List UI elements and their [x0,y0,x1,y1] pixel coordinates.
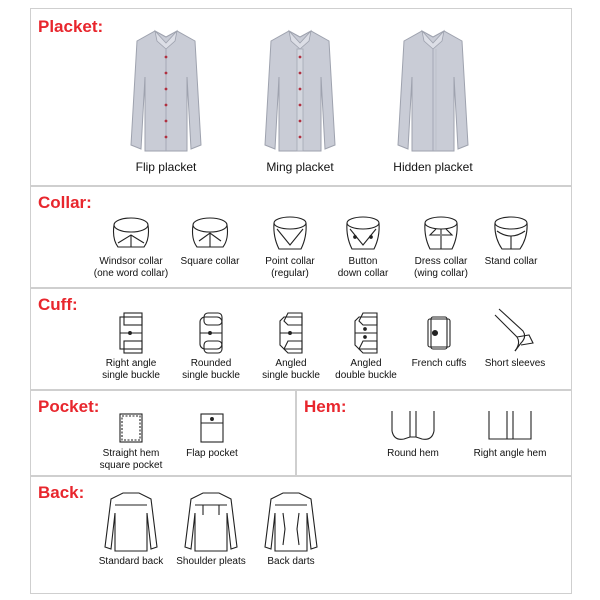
windsor-collar-icon [108,213,154,253]
cuff-section [30,288,572,390]
standard-back-icon [101,489,161,553]
collar-option-windsor[interactable] [91,213,171,280]
pocket-title: Pocket: [38,397,100,416]
cuff-label-french: French cuffs [411,358,467,369]
placket-label-ming: Ming placket [266,160,334,174]
hem-label-right-angle: Right angle hem [473,448,547,459]
point-collar-icon [267,213,313,253]
flap-pocket-icon [198,411,226,445]
right-angle-cuff-icon [114,311,148,355]
cuff-option-angled-single[interactable] [253,311,329,382]
hem-title: Hem: [304,397,347,416]
collar-option-dress[interactable] [401,213,481,280]
cuff-label-angled-single-2: single buckle [262,370,320,381]
collar-option-button-down[interactable] [323,213,403,280]
back-section [30,476,572,594]
collar-label-button-down-2: down collar [337,268,389,279]
cuff-option-angled-double[interactable] [328,311,404,382]
collar-option-square[interactable] [170,213,250,268]
back-label-standard: Standard back [98,556,164,567]
hem-option-right-angle[interactable] [467,409,553,460]
square-collar-icon [187,213,233,253]
collar-label-point-1: Point collar [265,256,315,267]
angled-single-cuff-icon [274,311,308,355]
pocket-option-square[interactable] [89,411,173,472]
collar-section [30,186,572,288]
collar-option-stand[interactable] [471,213,551,268]
cuff-title: Cuff: [38,295,78,314]
back-option-standard[interactable] [91,489,171,568]
collar-label-windsor-1: Windsor collar [99,256,163,267]
flip-placket-shirt-icon [129,27,203,155]
collar-label-point-2: (regular) [271,268,309,279]
collar-label-square: Square collar [180,256,240,267]
collar-label-dress-1: Dress collar [414,256,468,267]
collar-label-stand: Stand collar [484,256,538,267]
shoulder-pleats-icon [181,489,241,553]
back-label-darts: Back darts [267,556,315,567]
placket-section [30,8,572,186]
pocket-label-square-2: square pocket [99,460,163,471]
short-sleeve-icon [493,307,537,355]
cuff-label-angled-double-2: double buckle [335,370,397,381]
hidden-placket-shirt-icon [396,27,470,155]
collar-label-button-down-1: Button [348,256,378,267]
cuff-label-rounded-2: single buckle [182,370,240,381]
stand-collar-icon [488,213,534,253]
back-label-shoulder-pleats: Shoulder pleats [176,556,246,567]
hem-option-round[interactable] [373,409,453,460]
back-title: Back: [38,483,85,502]
rounded-cuff-icon [194,311,228,355]
placket-label-hidden: Hidden placket [393,160,473,174]
collar-label-windsor-2: (one word collar) [93,268,169,279]
placket-title: Placket: [38,17,104,36]
collar-label-dress-2: (wing collar) [414,268,468,279]
cuff-option-rounded[interactable] [173,311,249,382]
pocket-option-flap[interactable] [170,411,254,460]
cuff-option-right-angle[interactable] [93,311,169,382]
collar-option-point[interactable] [250,213,330,280]
hem-label-round: Round hem [387,448,439,459]
cuff-option-french[interactable] [401,311,477,370]
placket-label-flip: Flip placket [135,160,197,174]
ming-placket-shirt-icon [263,27,337,155]
pocket-section [30,390,296,476]
pocket-label-flap: Flap pocket [186,448,238,459]
placket-option-hidden[interactable] [383,27,483,173]
cuff-option-short-sleeve[interactable] [475,307,555,370]
back-option-shoulder-pleats[interactable] [171,489,251,568]
cuff-label-right-angle-1: Right angle [105,358,157,369]
cuff-label-rounded-1: Rounded [190,358,232,369]
button-down-collar-icon [340,213,386,253]
angled-double-cuff-icon [349,311,383,355]
french-cuff-icon [422,311,456,355]
back-option-darts[interactable] [251,489,331,568]
cuff-label-angled-double-1: Angled [350,358,382,369]
dress-collar-icon [418,213,464,253]
cuff-label-right-angle-2: single buckle [102,370,160,381]
round-hem-icon [388,409,438,445]
hem-section [296,390,572,476]
collar-title: Collar: [38,193,92,212]
cuff-label-short-sleeve: Short sleeves [484,358,546,369]
pocket-label-square-1: Straight hem [102,448,160,459]
placket-option-ming[interactable] [250,27,350,173]
cuff-label-angled-single-1: Angled [275,358,307,369]
back-darts-icon [261,489,321,553]
right-angle-hem-icon [485,409,535,445]
placket-option-flip[interactable] [116,27,216,173]
square-pocket-icon [117,411,145,445]
